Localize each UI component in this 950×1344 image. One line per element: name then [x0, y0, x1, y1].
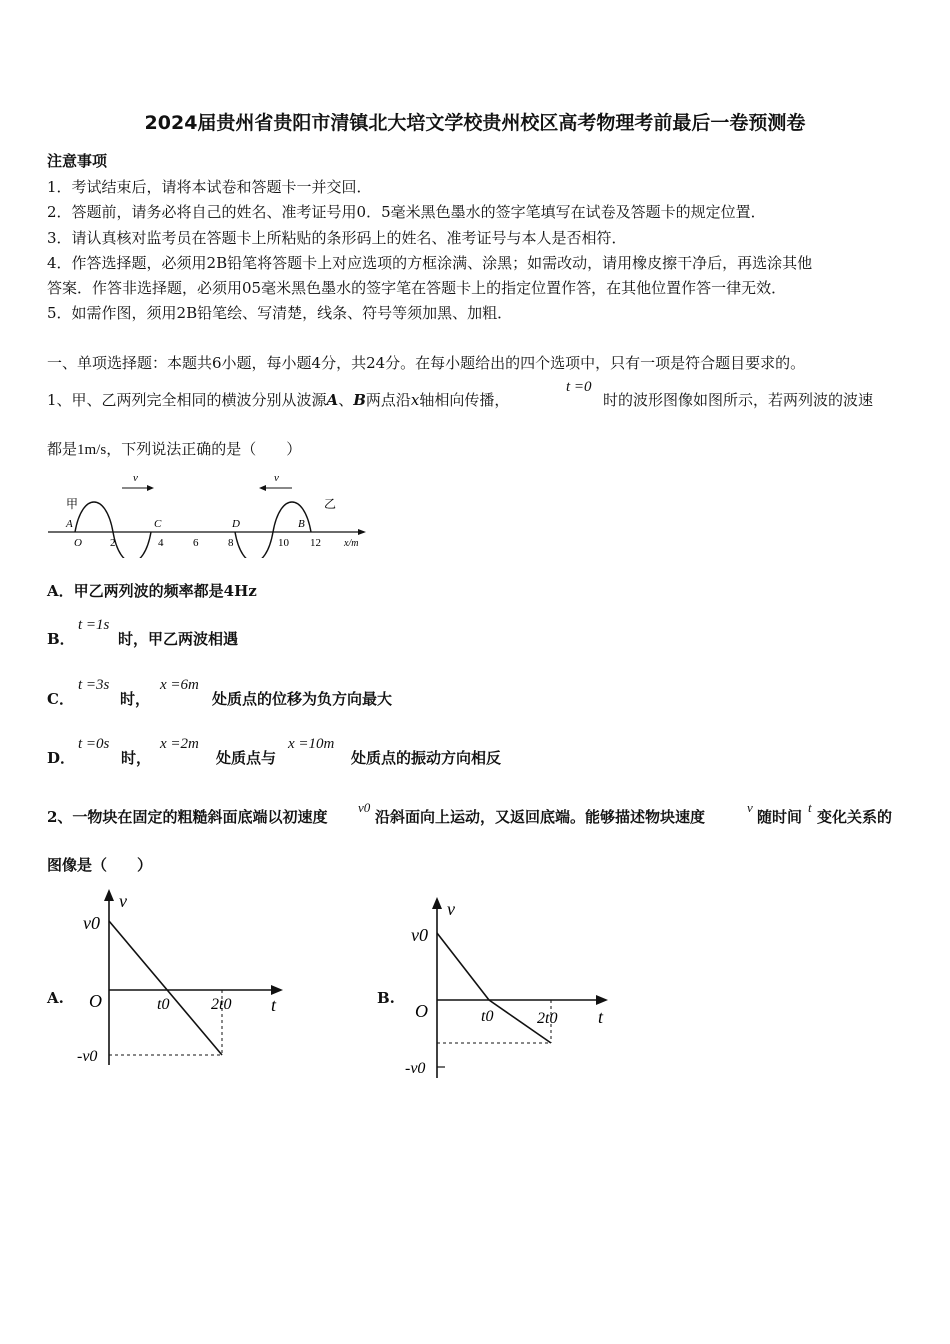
q2-v0: v0	[358, 800, 371, 815]
q1-option-d-label[interactable]: D．	[47, 749, 76, 767]
notice-item-2: 2．答题前，请务必将自己的姓名、准考证号用0．5毫米黑色墨水的签字笔填写在试卷及答题卡的规定位置．	[47, 203, 766, 221]
q2-graph-b	[405, 893, 620, 1083]
q2-option-b-label[interactable]: B.	[377, 989, 395, 1007]
q1-option-d-math3: x =10m	[288, 736, 335, 752]
q1-option-d-math1: t =0s	[78, 736, 110, 752]
label-v: v	[447, 899, 455, 919]
label-origin: O	[415, 1001, 428, 1021]
q2-option-a-label[interactable]: A.	[47, 989, 64, 1007]
velocity-line-up	[437, 933, 489, 1000]
label-t0: t0	[157, 996, 170, 1013]
q1-option-c-mid: 时，	[120, 690, 151, 708]
label-t: t	[271, 995, 277, 1015]
q1-option-b-text: 时，甲乙两波相遇	[118, 630, 239, 648]
q1-option-b-label[interactable]: B．	[47, 630, 75, 648]
tick-2: 2	[110, 537, 116, 549]
label-t: t	[598, 1007, 604, 1027]
q1-option-c-math2: x =6m	[160, 677, 199, 693]
section-heading: 一、单项选择题：本题共6小题，每小题4分，共24分。在每小题给出的四个选项中，只有一项是符合题目要求的。	[47, 354, 806, 372]
tick-0: O	[74, 537, 82, 549]
notice-item-4-cont: 答案．作答非选择题，必须用05毫米黑色墨水的签字笔在答题卡上的指定位置作答，在其他位置作答一律无效．	[47, 279, 787, 297]
q2-v: v	[747, 800, 753, 815]
label-v-jia: v	[133, 472, 138, 484]
q1-option-d-text: 处质点的振动方向相反	[351, 749, 502, 767]
axis-label: x/m	[344, 538, 359, 549]
notice-item-5: 5．如需作图，须用2B铅笔绘、写清楚，线条、符号等须加黑、加粗．	[47, 304, 513, 322]
label-v0: v0	[83, 913, 100, 933]
q2-line2: 图像是（ ）	[47, 856, 153, 874]
notice-heading: 注意事项	[47, 152, 108, 170]
tick-10: 10	[278, 537, 289, 549]
tick-6: 6	[193, 537, 199, 549]
q1-option-c-text: 处质点的位移为负方向最大	[212, 690, 393, 708]
arrow-jia-head	[147, 485, 154, 491]
label-v-yi: v	[274, 472, 279, 484]
label-D: D	[232, 518, 240, 530]
q1-line1-end: 时的波形图像如图所示，若两列波的波速	[603, 391, 874, 409]
q1-option-c-label[interactable]: C．	[47, 690, 74, 708]
q2-line1-pre: 2、一物块在固定的粗糙斜面底端以初速度	[47, 808, 328, 826]
label-jia: 甲	[66, 497, 79, 511]
q1-option-d-mid: 时，	[121, 749, 152, 767]
notice-item-4: 4．作答选择题，必须用2B铅笔将答题卡上对应选项的方框涂满、涂黑；如需改动，请用橡皮擦干净后，再选涂其他	[47, 254, 813, 272]
label-v: v	[119, 891, 127, 911]
label-t0: t0	[481, 1008, 494, 1025]
label-2t0: 2t0	[211, 996, 232, 1013]
v-axis-arrow	[104, 889, 114, 901]
label-neg-v0: -v0	[77, 1048, 98, 1065]
q2-t: t	[808, 800, 812, 815]
x-axis-arrow	[358, 529, 366, 535]
q1-line2: 都是1m/s，下列说法正确的是（ ）	[47, 440, 302, 458]
q1-wave-figure	[44, 468, 374, 558]
label-2t0: 2t0	[537, 1010, 558, 1027]
q1-option-d-math2: x =2m	[160, 736, 199, 752]
tick-8: 8	[228, 537, 234, 549]
velocity-line	[109, 921, 222, 1055]
q1-line1: 1、甲、乙两列完全相同的横波分别从波源A、B两点沿x轴相向传播，	[47, 391, 510, 409]
label-yi: 乙	[324, 497, 337, 511]
label-C: C	[154, 518, 162, 530]
q1-option-a[interactable]: A．甲乙两列波的频率都是4Hz	[47, 582, 257, 600]
q1-t0: t =0	[566, 379, 592, 395]
arrow-yi-head	[259, 485, 266, 491]
label-origin: O	[89, 991, 102, 1011]
t-axis-arrow	[596, 995, 608, 1005]
q2-line1-mid2: 随时间	[757, 808, 803, 826]
notice-item-3: 3．请认真核对监考员在答题卡上所粘贴的条形码上的姓名、准考证号与本人是否相符．	[47, 229, 627, 247]
label-neg-v0: -v0	[405, 1060, 426, 1077]
label-v0: v0	[411, 925, 428, 945]
notice-item-1: 1．考试结束后，请将本试卷和答题卡一并交回．	[47, 178, 372, 196]
q2-graph-a	[75, 885, 290, 1070]
tick-4: 4	[158, 537, 164, 549]
wave-jia	[75, 502, 151, 558]
q1-option-b-math: t =1s	[78, 617, 110, 633]
q2-line1-end: 变化关系的	[817, 808, 893, 826]
t-axis-arrow	[271, 985, 283, 995]
label-B: B	[298, 518, 305, 530]
q1-option-d-mid2: 处质点与	[216, 749, 277, 767]
page-title: 2024届贵州省贵阳市清镇北大培文学校贵州校区高考物理考前最后一卷预测卷	[144, 112, 806, 134]
label-A: A	[66, 518, 73, 530]
tick-12: 12	[310, 537, 321, 549]
q2-line1-mid: 沿斜面向上运动，又返回底端。能够描述物块速度	[375, 808, 706, 826]
wave-yi	[235, 502, 311, 558]
v-axis-arrow	[432, 897, 442, 909]
q1-option-c-math1: t =3s	[78, 677, 110, 693]
